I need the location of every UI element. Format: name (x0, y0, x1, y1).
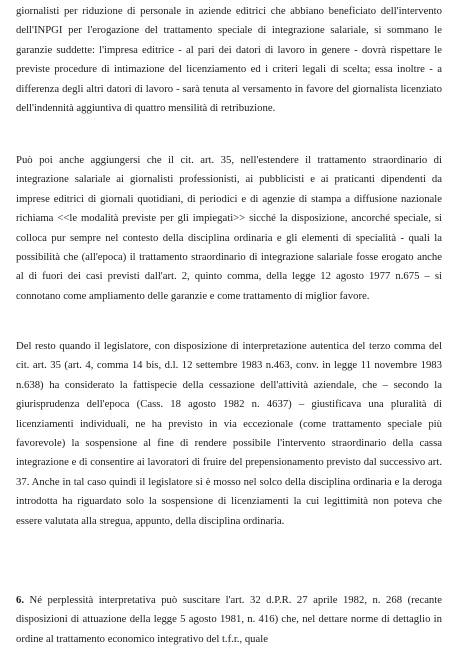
section-text: Né perplessità interpretativa può suscitare l'art. 32 d.P.R. 27 aprile 1982, n. 268 (recante disposizioni di attuazione della legge 5 agosto 1981, n. 416) che, nel dettare norme di dettaglio in ordine al trattamento economico integrativo del t.f.r., quale (16, 594, 442, 645)
section-number: 6. (16, 594, 25, 606)
paragraph-3: Del resto quando il legislatore, con disposizione di interpretazione autentica del terzo comma del cit. art. 35 (art. 4, comma 14 bis, d.l. 12 settembre 1983 n.463, conv. in legge 11 novembre 1983 n.638) ha considerato la fattispecie della cessazione dell'attività aziendale, che – secondo la giurisprudenza dell'epoca (Cass. 18 agosto 1982 n. 4637) – giustificava una pluralità di licenziamenti individuali, ne ha previsto in via eccezionale (come trattamento speciale più favorevole) la sospensione al fine di rendere possibile l'intervento straordinario della cassa integrazione e di consentire ai lavoratori di fruire del prepensionamento previsto dal successivo art. 37. Anche in tal caso quindi il legislatore si è mosso nel solco della disciplina ordinaria e la deroga introdotta ha riguardato solo la sospensione di licenziamenti la cui legittimità non poteva che essere valutata alla stregua, appunto, della disciplina ordinaria. (16, 340, 442, 527)
paragraph-2: Può poi anche aggiungersi che il cit. art. 35, nell'estendere il trattamento straordinario di integrazione salariale ai giornalisti professionisti, ai pubblicisti e ai praticanti dipendenti da imprese editrici di giornali quotidiani, di periodici e di agenzie di stampa a diffusione nazionale richiama <<le modalità previste per gli impiegati>> sicché la disposizione, ancorché speciale, si colloca pur sempre nel contesto della disciplina ordinaria e gli elementi di specialità - quali la possibilità che (all'epoca) il trattamento straordinario di integrazione salariale fosse erogato anche al di fuori dei casi previsti dall'art. 2, quinto comma, della legge 12 agosto 1977 n.675 – si connotano come ampliamento delle garanzie e come trattamento di miglior favore. (16, 154, 442, 302)
section-6-paragraph (16, 591, 442, 649)
paragraph-1: giornalisti per riduzione di personale in aziende editrici che abbiano beneficiato dell'intervento dell'INPGI per l'erogazione del trattamento speciale di integrazione salariale, si sommano le garanzie suddette: l'impresa editrice - al pari dei datori di lavoro in genere - dovrà rispettare le previste procedure di intimazione del licenziamento ed i criteri legali di scelta; essa inoltre - a differenza degli altri datori di lavoro - sarà tenuta al versamento in favore del giornalista licenziato dell'indennità aggiuntiva di quattro mensilità di retribuzione. (16, 5, 442, 115)
